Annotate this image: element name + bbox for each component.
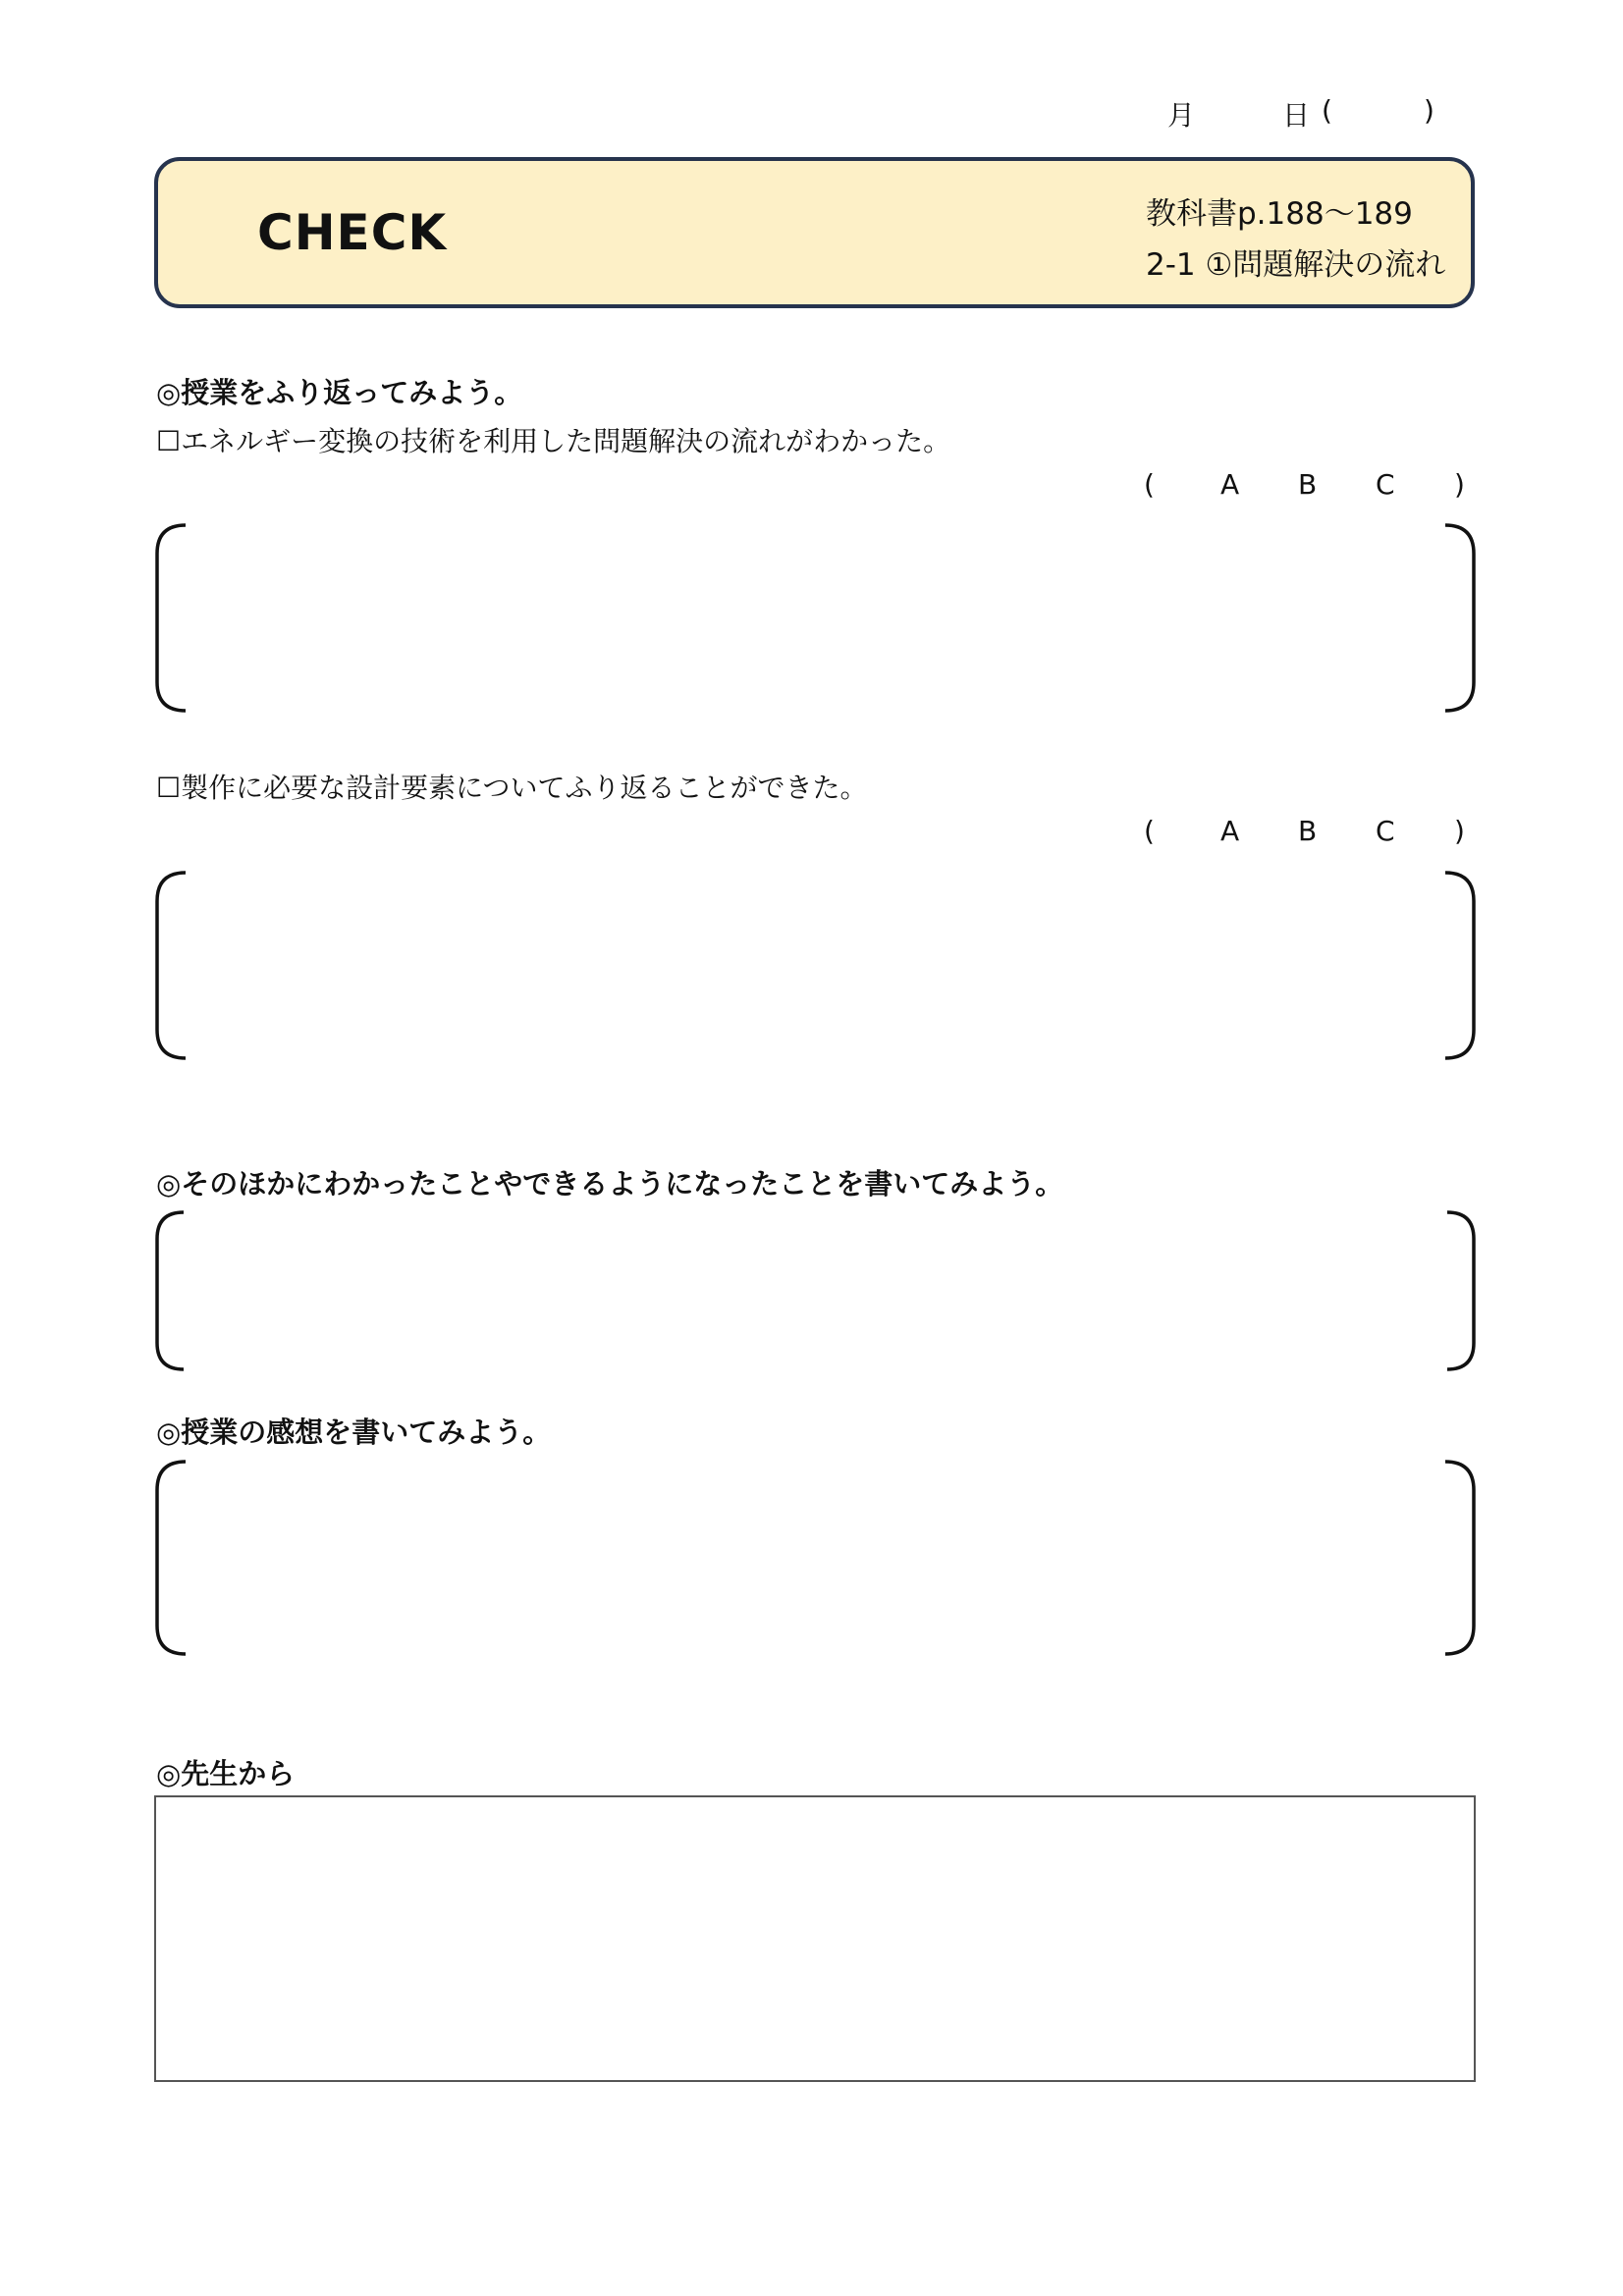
month-label: 月 xyxy=(1167,99,1196,132)
rating-abc-2: ( A B C ) xyxy=(1144,815,1465,847)
rating-abc-1: ( A B C ) xyxy=(1144,468,1465,501)
rating-b[interactable]: B xyxy=(1298,468,1318,501)
rating-a[interactable]: A xyxy=(1220,815,1240,847)
rating-b[interactable]: B xyxy=(1298,815,1318,847)
day-label: 日 xyxy=(1282,99,1311,132)
reflection-heading: ◎授業をふり返ってみよう。 xyxy=(156,376,523,409)
lesson-title: 2-1 ①問題解決の流れ xyxy=(1146,247,1446,283)
rating-c[interactable]: C xyxy=(1376,815,1395,847)
other-learnings-heading: ◎そのほかにわかったことやできるようになったことを書いてみよう。 xyxy=(156,1167,1064,1201)
date-line xyxy=(1149,94,1483,133)
checklist-item-2: ☐製作に必要な設計要素についてふり返ることができた。 xyxy=(156,772,868,804)
checklist-item-1: ☐エネルギー変換の技術を利用した問題解決の流れがわかった。 xyxy=(156,425,951,457)
weekday-open: ( xyxy=(1322,94,1332,127)
page-title: CHECK xyxy=(257,204,448,261)
teacher-heading: ◎先生から xyxy=(156,1757,296,1790)
textbook-reference: 教科書p.188～189 xyxy=(1146,196,1413,232)
answer-area-1[interactable] xyxy=(154,522,1477,714)
answer-area-3[interactable] xyxy=(154,1209,1477,1372)
answer-area-2[interactable] xyxy=(154,870,1477,1061)
impressions-heading: ◎授業の感想を書いてみよう。 xyxy=(156,1415,552,1449)
answer-area-4[interactable] xyxy=(154,1459,1477,1657)
teacher-comment-box[interactable] xyxy=(154,1795,1476,2082)
weekday-close: ) xyxy=(1424,94,1434,127)
rating-c[interactable]: C xyxy=(1376,468,1395,501)
rating-a[interactable]: A xyxy=(1220,468,1240,501)
